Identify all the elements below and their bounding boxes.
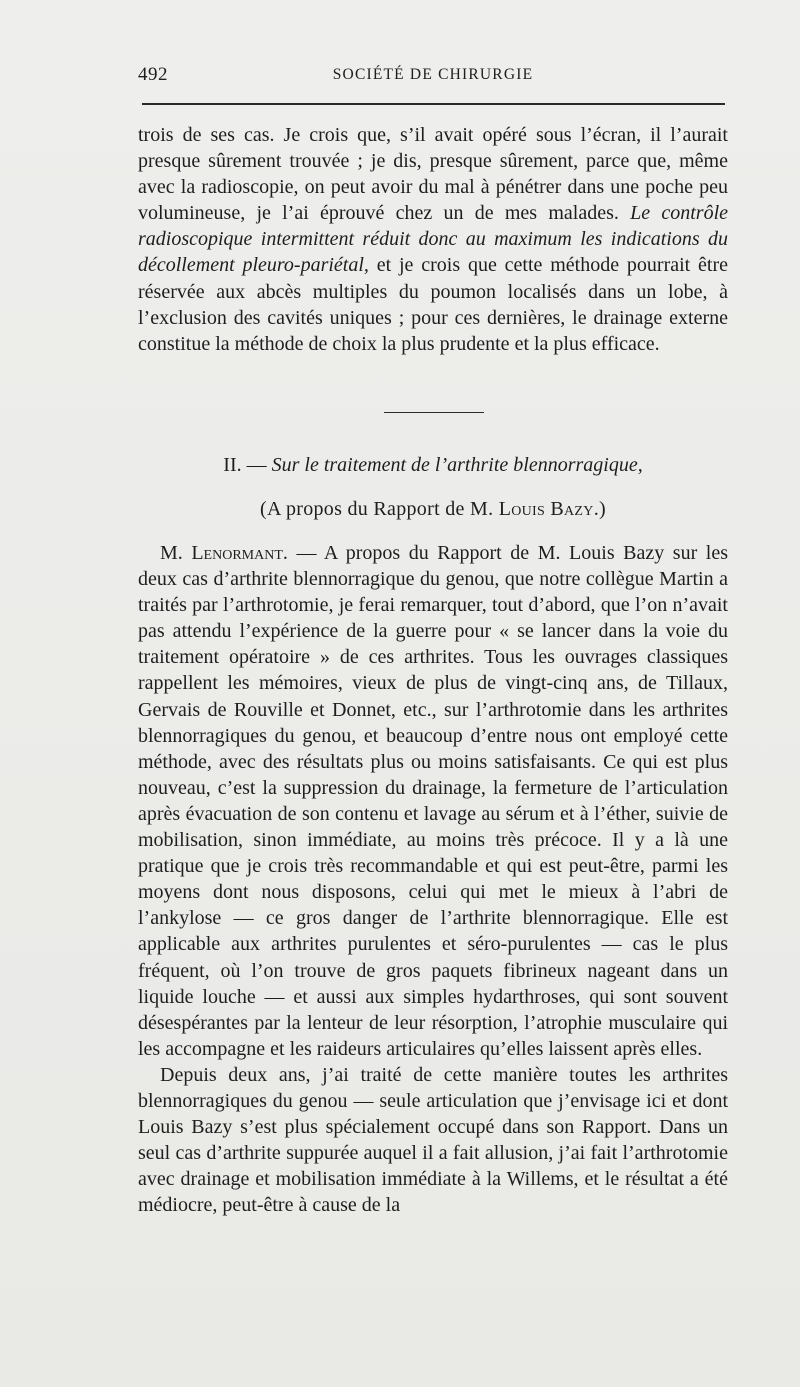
paragraph-text: Depuis deux ans, j’ai traité de cette manière toutes les arthrites blennorragiques du genou — seule articulation que j’envisage ici et dont Louis Bazy s’est plus spécialement occupé dans son Rapport. Dans un seul cas d’arthrite suppurée auquel il a fait allusion, j’ai fait l’arthrotomie avec drainage et mobilisation immédiate à la Willems, et le résultat a été médiocre, peut-être à cause de la [138, 1063, 728, 1217]
paragraph-text: et je crois que cette méthode pourrait être réservée aux abcès multiples du poumon localisés dans un lobe, à l’exclusion des cavités uniques ; pour ces dernières, le drainage externe constitue la méthode de choix la plus prudente et la plus efficace. [138, 254, 729, 355]
body-text [138, 540, 728, 1218]
author-name: Louis Bazy [498, 498, 594, 520]
page-header [138, 64, 728, 92]
section-divider [384, 412, 484, 413]
paragraph [138, 1062, 728, 1219]
paragraph-continued [138, 122, 728, 357]
running-title: SOCIÉTÉ DE CHIRURGIE [332, 66, 534, 83]
section-numeral: II. — [223, 454, 272, 476]
italic-conclusion: Le contrôle radioscopique intermittent réduit donc au maximum les indications du décollement pleuro-pariétal, [138, 202, 728, 277]
paragraph [138, 540, 728, 1062]
section-heading [138, 452, 728, 478]
section-subheading: (A propos du Rapport de M. Louis Bazy.) [260, 498, 606, 520]
speaker-name: M. Lenormant. [160, 542, 288, 564]
page-number: 492 [138, 64, 168, 85]
header-rule [142, 103, 725, 105]
paragraph-text: trois de ses cas. Je crois que, s’il avait opéré sous l’écran, il l’aurait presque sûrement trouvée ; je dis, presque sûrement, parce que, même avec la radioscopie, on peut avoir du mal à pénétrer dans une poche peu volumineuse, je l’ai éprouvé chez un de mes malades. [138, 124, 728, 225]
section-title: Sur le traitement de l’arthrite blennorragique, [271, 454, 643, 476]
paragraph-text: — A propos du Rapport de M. Louis Bazy sur les deux cas d’arthrite blennorragique du genou, que notre collègue Martin a traités par l’arthrotomie, je ferai remarquer, tout d’abord, que l’on n’avait pas attendu l’expérience de la guerre pour « se lancer dans la voie du traitement opératoire » de ces arthrites. Tous les ouvrages classiques rappellent les mémoires, vieux de plus de vingt-cinq ans, de Tillaux, Gervais de Rouville et Donnet, etc., sur l’arthrotomie dans les arthrites blennorragiques du genou, et beaucoup d’entre nous ont employé cette méthode, avec des résultats plus ou moins satisfaisants. Ce qui est plus nouveau, c’est la suppression du drainage, la fermeture de l’articulation après évacuation de son contenu et lavage au sérum et à l’éther, suivie de mobilisation, sinon immédiate, au moins très précoce. Il y a là une pratique que je crois très recommandable et qui est peut-être, parmi les moyens dont nous disposons, celui qui met le mieux à l’abri de l’ankylose — ce gros danger de l’arthrite blennorragique. Elle est applicable aux arthrites purulentes et séro-purulentes — cas le plus fréquent, où l’on trouve de gros paquets fibrineux nageant dans un liquide louche — et aussi aux simples hydarthroses, qui sont souvent désespérantes par la lenteur de leur résorption, l’atrophie musculaire qui les accompagne et les raideurs articulaires qu’elles laissent après elles. [138, 542, 728, 1060]
